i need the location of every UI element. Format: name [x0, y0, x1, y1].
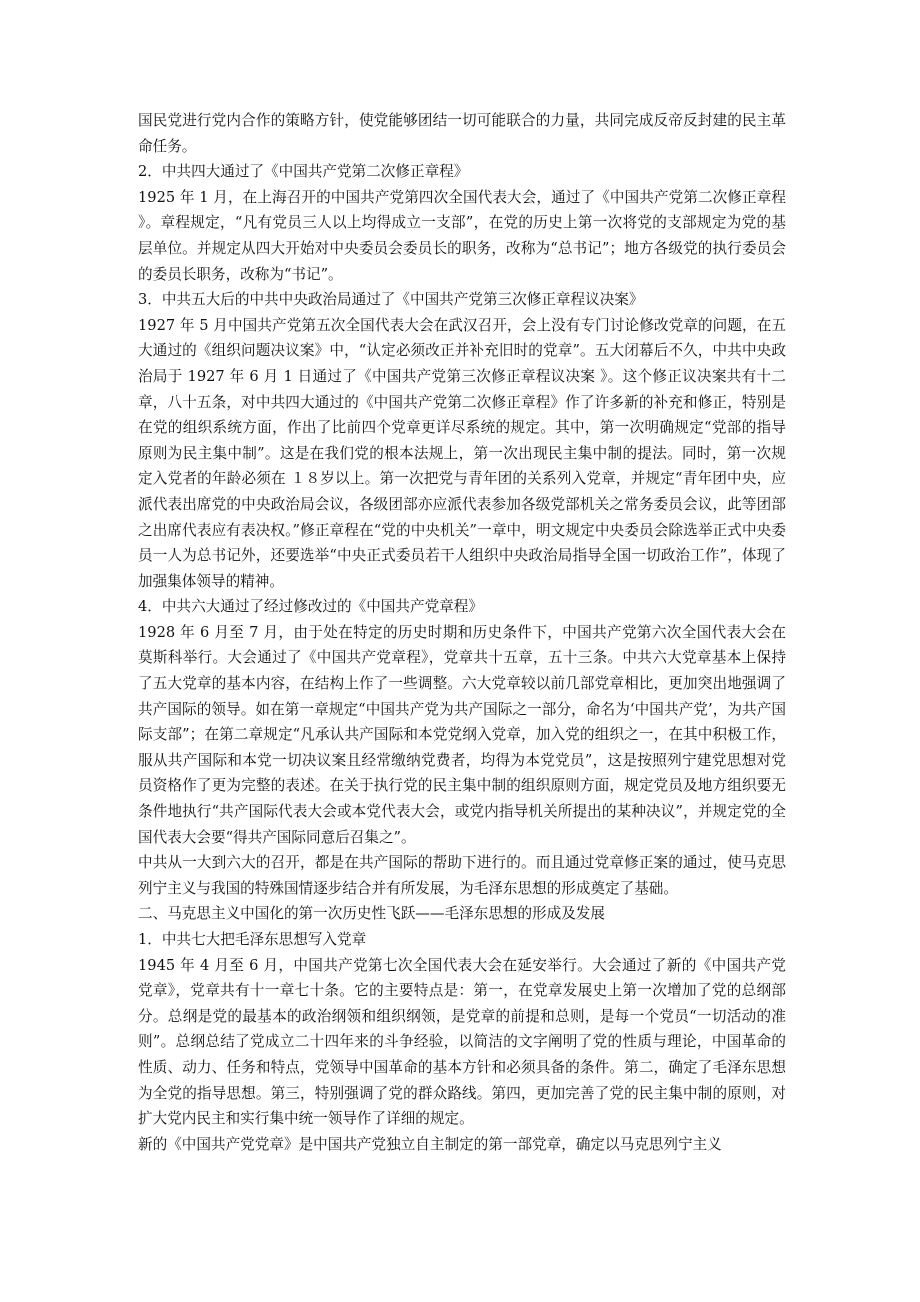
heading-sixth-congress: 4．中共六大通过了经过修改过的《中国共产党章程》 [138, 598, 483, 616]
paragraph-sixth-congress: 1928 年 6 月至 7 月，由于处在特定的历史时期和历史条件下，中国共产党第六次全国代表大会在莫斯科举行。大会通过了《中国共产党章程》，党章共十五章，五十三条。中共六大党章基本上保持了五大党章的基本内容，在结构上作了一些调整。六大党章较以前几部党章相比，更加突出地强调了共产国际的领导。如在第一章规定“中国共产党为共产国际之一部分，命名为‘中国共产党’，为共产国际支部”；在第二章规定“凡承认共产国际和本党党纲入党章，加入党的组织之一，在其中积极工作，服从共产国际和本党一切决议案且经常缴纳党费者，均得为本党党员”，这是按照列宁建党思想对党员资格作了更为完整的表述。在关于执行党的民主集中制的组织原则方面，规定党员及地方组织要无条件地执行“共产国际代表大会或本党代表大会，或党内指导机关所提出的某种决议”，并规定党的全国代表大会要“得共产国际同意后召集之”。 [138, 623, 786, 846]
section-heading-mao-thought: 二、马克思主义中国化的第一次历史性飞跃——毛泽东思想的形成及发展 [138, 905, 606, 923]
paragraph-seventh-congress: 1945 年 4 月至 6 月，中国共产党第七次全国代表大会在延安举行。大会通过了新的《中国共产党党章》，党章共有十一章七十条。它的主要特点是：第一，在党章发展史上第一次增加了党的总纲部分。总纲是党的最基本的政治纲领和组织纲领，是党章的前提和总则，是每一个党员“一切活动的准则”。总纲总结了党成立二十四年来的斗争经验，以简洁的文字阐明了党的性质与理论，中国革命的性质、动力、任务和特点，党领导中国革命的基本方针和必须具备的条件。第二，确定了毛泽东思想为全党的指导思想。第三，特别强调了党的群众路线。第四，更加完善了党的民主集中制的原则，对扩大党内民主和实行集中统一领导作了详细的规定。 [138, 956, 786, 1128]
paragraph-intro-continuation: 国民党进行党内合作的策略方针，使党能够团结一切可能联合的力量，共同完成反帝反封建的民主革命任务。 [138, 112, 786, 155]
paragraph-fourth-congress: 1925 年 1 月，在上海召开的中国共产党第四次全国代表大会，通过了《中国共产党第二次修正章程 》。章程规定，“凡有党员三人以上均得成立一支部”，在党的历史上第一次将党的支部规定为党的基层单位。并规定从四大开始对中央委员会委员长的职务，改称为“总书记”；地方各级党的执行委员会的委员长职务，改称为“书记”。 [138, 188, 786, 283]
heading-fourth-congress: 2．中共四大通过了《中国共产党第二次修正章程》 [138, 163, 469, 181]
paragraph-summary-first-to-sixth: 中共从一大到六大的召开，都是在共产国际的帮助下进行的。而且通过党章修正案的通过，使马克思列宁主义与我国的特殊国情逐步结合并有所发展，为毛泽东思想的形成奠定了基础。 [138, 854, 786, 897]
paragraph-new-constitution: 新的《中国共产党党章》是中国共产党独立自主制定的第一部党章，确定以马克思列宁主义 [138, 1135, 722, 1153]
heading-seventh-congress: 1．中共七大把毛泽东思想写入党章 [138, 931, 367, 948]
paragraph-fifth-congress: 1927 年 5 月中国共产党第五次全国代表大会在武汉召开，会上没有专门讨论修改党章的问题，在五大通过的《组织问题决议案》中，“认定必须改正并补充旧时的党章”。五大闭幕后不久，中共中央政治局于 1927 年 6 月 1 日通过了《中国共产党第三次修正章程议决案 》。这个修正议决案共有十二章，八十五条，对中共四大通过的《中国共产党第二次修正章程》作了许多新的补充和修正，特别是在党的组织系统方面，作出了比前四个党章更详尽系统的规定。其中，第一次明确规定“党部的指导原则为民主集中制”。这是在我们党的根本法规上，第一次出现民主集中制的提法。同时，第一次规定入党者的年龄必须在 １８岁以上。第一次把党与青年团的关系列入党章，并规定“青年团中央，应派代表出席党的中央政治局会议，各级团部亦应派代表参加各级党部机关之常务委员会议，此等团部之出席代表应有表决权。”修正章程在“党的中央机关”一章中，明文规定中央委员会除选举正式中央委员一人为总书记外，还要选举“中央正式委员若干人组织中央政治局指导全国一切政治工作”，体现了加强集体领导的精神。 [138, 316, 786, 590]
document-body [138, 108, 786, 1157]
heading-fifth-congress: 3．中共五大后的中共中央政治局通过了《中国共产党第三次修正章程议决案》 [138, 291, 644, 309]
